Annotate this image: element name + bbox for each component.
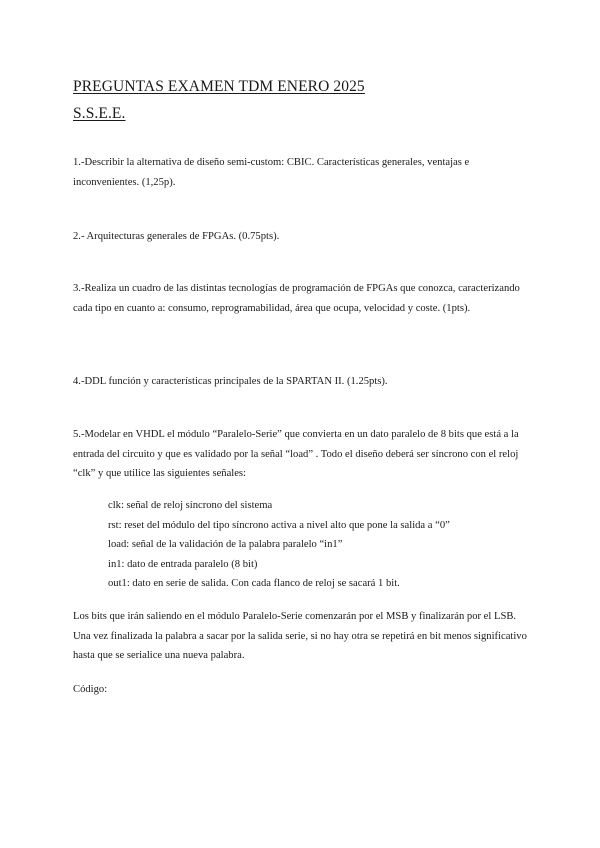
question-5: 5.-Modelar en VHDL el módulo “Paralelo-Serie” que convierta en un dato paralelo de 8 bits que está a la entrada del circuito y que es validado por la señal “load” . Todo el diseño deberá ser síncrono con el reloj “clk” y que utilice las siguientes señales: [73,429,519,479]
signal-clk: clk: señal de reloj síncrono del sistema [108,500,273,511]
signal-out1: out1: dato en serie de salida. Con cada flanco de reloj se sacará 1 bit. [108,578,400,589]
question-4: 4.-DDL función y características principales de la SPARTAN II. (1.25pts). [73,376,388,387]
question-1: 1.-Describir la alternativa de diseño semi-custom: CBIC. Características generales, ventajas e inconvenientes. (1,25p). [73,157,470,188]
serialization-description: Los bits que irán saliendo en el módulo Paralelo-Serie comenzarán por el MSB y finalizarán por el LSB. Una vez finalizada la palabra a sacar por la salida serie, si no hay otra se repetirá en bit menos significativo hasta que se serialice una nueva palabra. [73,611,527,661]
signal-rst: rst: reset del módulo del tipo síncrono activa a nivel alto que pone la salida a “0” [108,519,450,531]
exam-subtitle: S.S.E.E. [73,105,126,122]
exam-title: PREGUNTAS EXAMEN TDM ENERO 2025 [73,78,365,95]
question-3: 3.-Realiza un cuadro de las distintas tecnologías de programación de FPGAs que conozca, caracterizando cada tipo en cuanto a: consumo, reprogramabilidad, área que ocupa, velocidad y coste. (1pts). [73,283,520,314]
question-2: 2.- Arquitecturas generales de FPGAs. (0.75pts). [73,231,280,242]
signal-load: load: señal de la validación de la palabra paralelo “in1” [108,539,343,550]
code-label: Código: [73,684,108,695]
signal-list [108,496,450,594]
signal-in1: in1: dato de entrada paralelo (8 bit) [108,558,258,570]
